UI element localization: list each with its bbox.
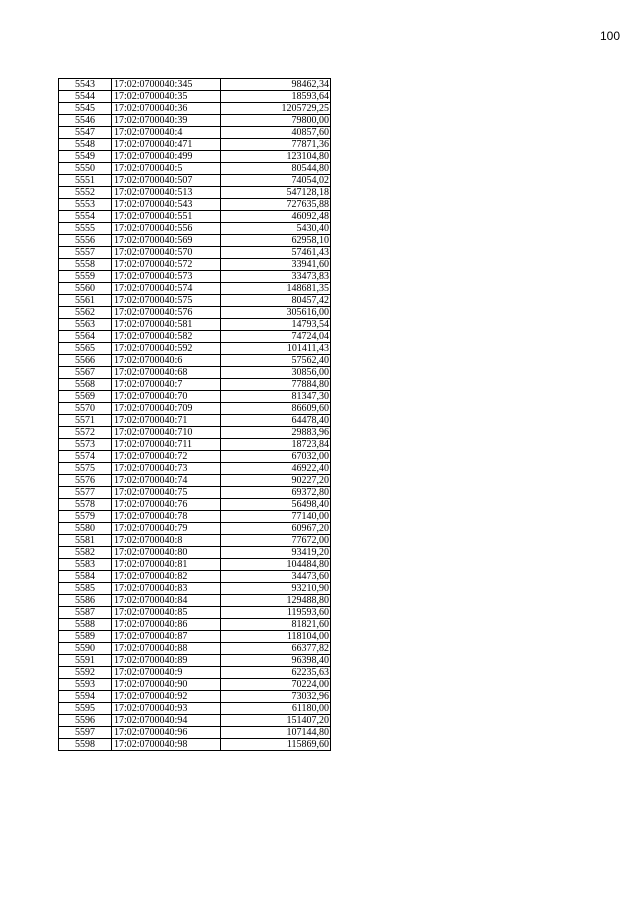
table-row (59, 439, 331, 451)
row-number-cell: 5589 (59, 631, 112, 643)
value-cell: 77140,00 (221, 511, 331, 523)
table-row (59, 703, 331, 715)
row-number-cell: 5595 (59, 703, 112, 715)
table-row (59, 295, 331, 307)
value-cell: 5430,40 (221, 223, 331, 235)
value-cell: 46092,48 (221, 211, 331, 223)
row-number-cell: 5578 (59, 499, 112, 511)
cadastral-number-cell: 17:02:0700040:592 (112, 343, 221, 355)
row-number-cell: 5597 (59, 727, 112, 739)
cadastral-number-cell: 17:02:0700040:35 (112, 91, 221, 103)
table-row (59, 163, 331, 175)
row-number-cell: 5552 (59, 187, 112, 199)
cadastral-number-cell: 17:02:0700040:572 (112, 259, 221, 271)
row-number-cell: 5579 (59, 511, 112, 523)
cadastral-number-cell: 17:02:0700040:78 (112, 511, 221, 523)
table-row (59, 535, 331, 547)
table-row (59, 91, 331, 103)
value-cell: 74724,04 (221, 331, 331, 343)
value-cell: 33473,83 (221, 271, 331, 283)
cadastral-number-cell: 17:02:0700040:88 (112, 643, 221, 655)
table-body (59, 79, 331, 751)
cadastral-number-cell: 17:02:0700040:73 (112, 463, 221, 475)
table-row (59, 499, 331, 511)
row-number-cell: 5583 (59, 559, 112, 571)
cadastral-number-cell: 17:02:0700040:87 (112, 631, 221, 643)
table-row (59, 619, 331, 631)
table-row (59, 727, 331, 739)
row-number-cell: 5592 (59, 667, 112, 679)
row-number-cell: 5565 (59, 343, 112, 355)
row-number-cell: 5554 (59, 211, 112, 223)
value-cell: 57562,40 (221, 355, 331, 367)
cadastral-number-cell: 17:02:0700040:543 (112, 199, 221, 211)
cadastral-number-cell: 17:02:0700040:68 (112, 367, 221, 379)
value-cell: 727635,88 (221, 199, 331, 211)
row-number-cell: 5551 (59, 175, 112, 187)
table-row (59, 427, 331, 439)
cadastral-number-cell: 17:02:0700040:574 (112, 283, 221, 295)
table-row (59, 559, 331, 571)
value-cell: 77672,00 (221, 535, 331, 547)
row-number-cell: 5553 (59, 199, 112, 211)
value-cell: 305616,00 (221, 307, 331, 319)
cadastral-number-cell: 17:02:0700040:570 (112, 247, 221, 259)
value-cell: 67032,00 (221, 451, 331, 463)
table-row (59, 463, 331, 475)
table-row (59, 271, 331, 283)
table-row (59, 547, 331, 559)
row-number-cell: 5546 (59, 115, 112, 127)
cadastral-number-cell: 17:02:0700040:80 (112, 547, 221, 559)
value-cell: 81821,60 (221, 619, 331, 631)
cadastral-number-cell: 17:02:0700040:513 (112, 187, 221, 199)
table-row (59, 451, 331, 463)
table-row (59, 127, 331, 139)
row-number-cell: 5584 (59, 571, 112, 583)
cadastral-number-cell: 17:02:0700040:581 (112, 319, 221, 331)
value-cell: 148681,35 (221, 283, 331, 295)
cadastral-number-cell: 17:02:0700040:89 (112, 655, 221, 667)
table-row (59, 115, 331, 127)
value-cell: 57461,43 (221, 247, 331, 259)
row-number-cell: 5547 (59, 127, 112, 139)
value-cell: 115869,60 (221, 739, 331, 751)
row-number-cell: 5545 (59, 103, 112, 115)
row-number-cell: 5574 (59, 451, 112, 463)
cadastral-number-cell: 17:02:0700040:74 (112, 475, 221, 487)
row-number-cell: 5593 (59, 679, 112, 691)
table-row (59, 595, 331, 607)
row-number-cell: 5566 (59, 355, 112, 367)
table-row (59, 331, 331, 343)
value-cell: 56498,40 (221, 499, 331, 511)
row-number-cell: 5576 (59, 475, 112, 487)
table-row (59, 475, 331, 487)
value-cell: 29883,96 (221, 427, 331, 439)
value-cell: 34473,60 (221, 571, 331, 583)
cadastral-number-cell: 17:02:0700040:573 (112, 271, 221, 283)
cadastral-number-cell: 17:02:0700040:710 (112, 427, 221, 439)
cadastral-number-cell: 17:02:0700040:507 (112, 175, 221, 187)
row-number-cell: 5564 (59, 331, 112, 343)
cadastral-number-cell: 17:02:0700040:569 (112, 235, 221, 247)
table-row (59, 667, 331, 679)
cadastral-number-cell: 17:02:0700040:471 (112, 139, 221, 151)
row-number-cell: 5585 (59, 583, 112, 595)
table-row (59, 655, 331, 667)
cadastral-number-cell: 17:02:0700040:92 (112, 691, 221, 703)
table-row (59, 283, 331, 295)
table-row (59, 487, 331, 499)
cadastral-number-cell: 17:02:0700040:709 (112, 403, 221, 415)
cadastral-number-cell: 17:02:0700040:90 (112, 679, 221, 691)
table-row (59, 571, 331, 583)
table-row (59, 259, 331, 271)
value-cell: 98462,34 (221, 79, 331, 91)
value-cell: 123104,80 (221, 151, 331, 163)
value-cell: 73032,96 (221, 691, 331, 703)
value-cell: 81347,30 (221, 391, 331, 403)
value-cell: 18593,64 (221, 91, 331, 103)
row-number-cell: 5596 (59, 715, 112, 727)
row-number-cell: 5575 (59, 463, 112, 475)
cadastral-number-cell: 17:02:0700040:499 (112, 151, 221, 163)
value-cell: 107144,80 (221, 727, 331, 739)
cadastral-number-cell: 17:02:0700040:582 (112, 331, 221, 343)
value-cell: 80544,80 (221, 163, 331, 175)
value-cell: 62235,63 (221, 667, 331, 679)
row-number-cell: 5570 (59, 403, 112, 415)
value-cell: 62958,10 (221, 235, 331, 247)
table-row (59, 379, 331, 391)
value-cell: 74054,02 (221, 175, 331, 187)
cadastral-number-cell: 17:02:0700040:39 (112, 115, 221, 127)
table-row (59, 199, 331, 211)
cadastral-number-cell: 17:02:0700040:84 (112, 595, 221, 607)
cadastral-number-cell: 17:02:0700040:345 (112, 79, 221, 91)
cadastral-number-cell: 17:02:0700040:5 (112, 163, 221, 175)
table-row (59, 175, 331, 187)
cadastral-number-cell: 17:02:0700040:7 (112, 379, 221, 391)
table-row (59, 223, 331, 235)
table-row (59, 415, 331, 427)
cadastral-number-cell: 17:02:0700040:93 (112, 703, 221, 715)
value-cell: 118104,00 (221, 631, 331, 643)
table-row (59, 103, 331, 115)
cadastral-number-cell: 17:02:0700040:72 (112, 451, 221, 463)
row-number-cell: 5571 (59, 415, 112, 427)
cadastral-number-cell: 17:02:0700040:36 (112, 103, 221, 115)
value-cell: 129488,80 (221, 595, 331, 607)
cadastral-number-cell: 17:02:0700040:76 (112, 499, 221, 511)
value-cell: 151407,20 (221, 715, 331, 727)
row-number-cell: 5543 (59, 79, 112, 91)
row-number-cell: 5561 (59, 295, 112, 307)
row-number-cell: 5588 (59, 619, 112, 631)
value-cell: 40857,60 (221, 127, 331, 139)
cadastral-number-cell: 17:02:0700040:86 (112, 619, 221, 631)
table-row (59, 247, 331, 259)
table-row (59, 583, 331, 595)
row-number-cell: 5594 (59, 691, 112, 703)
table-row (59, 391, 331, 403)
table-row (59, 367, 331, 379)
value-cell: 61180,00 (221, 703, 331, 715)
table-row (59, 739, 331, 751)
row-number-cell: 5559 (59, 271, 112, 283)
table-row (59, 343, 331, 355)
row-number-cell: 5550 (59, 163, 112, 175)
row-number-cell: 5590 (59, 643, 112, 655)
cadastral-number-cell: 17:02:0700040:71 (112, 415, 221, 427)
value-cell: 101411,43 (221, 343, 331, 355)
row-number-cell: 5557 (59, 247, 112, 259)
value-cell: 14793,54 (221, 319, 331, 331)
value-cell: 93419,20 (221, 547, 331, 559)
cadastral-number-cell: 17:02:0700040:70 (112, 391, 221, 403)
cadastral-number-cell: 17:02:0700040:576 (112, 307, 221, 319)
cadastral-number-cell: 17:02:0700040:94 (112, 715, 221, 727)
value-cell: 79800,00 (221, 115, 331, 127)
row-number-cell: 5568 (59, 379, 112, 391)
cadastral-number-cell: 17:02:0700040:575 (112, 295, 221, 307)
value-cell: 119593,60 (221, 607, 331, 619)
value-cell: 66377,82 (221, 643, 331, 655)
value-cell: 93210,90 (221, 583, 331, 595)
cadastral-number-cell: 17:02:0700040:4 (112, 127, 221, 139)
table-row (59, 139, 331, 151)
value-cell: 80457,42 (221, 295, 331, 307)
value-cell: 18723,84 (221, 439, 331, 451)
value-cell: 104484,80 (221, 559, 331, 571)
row-number-cell: 5586 (59, 595, 112, 607)
cadastral-number-cell: 17:02:0700040:9 (112, 667, 221, 679)
cadastral-number-cell: 17:02:0700040:98 (112, 739, 221, 751)
table-row (59, 715, 331, 727)
value-cell: 1205729,25 (221, 103, 331, 115)
cadastral-number-cell: 17:02:0700040:75 (112, 487, 221, 499)
value-cell: 60967,20 (221, 523, 331, 535)
row-number-cell: 5558 (59, 259, 112, 271)
table-row (59, 235, 331, 247)
row-number-cell: 5544 (59, 91, 112, 103)
row-number-cell: 5563 (59, 319, 112, 331)
cadastral-number-cell: 17:02:0700040:556 (112, 223, 221, 235)
cadastral-number-cell: 17:02:0700040:551 (112, 211, 221, 223)
row-number-cell: 5567 (59, 367, 112, 379)
row-number-cell: 5572 (59, 427, 112, 439)
row-number-cell: 5598 (59, 739, 112, 751)
table-row (59, 523, 331, 535)
row-number-cell: 5549 (59, 151, 112, 163)
table-row (59, 403, 331, 415)
table-row (59, 679, 331, 691)
table-row (59, 631, 331, 643)
cadastral-number-cell: 17:02:0700040:82 (112, 571, 221, 583)
row-number-cell: 5582 (59, 547, 112, 559)
row-number-cell: 5569 (59, 391, 112, 403)
value-cell: 77884,80 (221, 379, 331, 391)
row-number-cell: 5573 (59, 439, 112, 451)
table-row (59, 643, 331, 655)
cadastral-number-cell: 17:02:0700040:711 (112, 439, 221, 451)
table-row (59, 79, 331, 91)
table-row (59, 187, 331, 199)
value-cell: 33941,60 (221, 259, 331, 271)
table-row (59, 211, 331, 223)
row-number-cell: 5548 (59, 139, 112, 151)
page-number: 100 (599, 29, 620, 43)
cadastral-number-cell: 17:02:0700040:6 (112, 355, 221, 367)
value-cell: 46922,40 (221, 463, 331, 475)
row-number-cell: 5577 (59, 487, 112, 499)
table-row (59, 151, 331, 163)
value-cell: 30856,00 (221, 367, 331, 379)
row-number-cell: 5580 (59, 523, 112, 535)
table-row (59, 607, 331, 619)
value-cell: 86609,60 (221, 403, 331, 415)
table-row (59, 691, 331, 703)
table-row (59, 307, 331, 319)
row-number-cell: 5591 (59, 655, 112, 667)
value-cell: 90227,20 (221, 475, 331, 487)
row-number-cell: 5556 (59, 235, 112, 247)
value-cell: 64478,40 (221, 415, 331, 427)
cadastral-number-cell: 17:02:0700040:79 (112, 523, 221, 535)
row-number-cell: 5587 (59, 607, 112, 619)
cadastral-value-table (58, 78, 331, 751)
value-cell: 70224,00 (221, 679, 331, 691)
cadastral-number-cell: 17:02:0700040:81 (112, 559, 221, 571)
table-row (59, 511, 331, 523)
table-row (59, 319, 331, 331)
value-cell: 547128,18 (221, 187, 331, 199)
table-row (59, 355, 331, 367)
value-cell: 69372,80 (221, 487, 331, 499)
row-number-cell: 5555 (59, 223, 112, 235)
cadastral-number-cell: 17:02:0700040:96 (112, 727, 221, 739)
value-cell: 96398,40 (221, 655, 331, 667)
row-number-cell: 5562 (59, 307, 112, 319)
cadastral-number-cell: 17:02:0700040:83 (112, 583, 221, 595)
cadastral-number-cell: 17:02:0700040:85 (112, 607, 221, 619)
row-number-cell: 5560 (59, 283, 112, 295)
cadastral-number-cell: 17:02:0700040:8 (112, 535, 221, 547)
value-cell: 77871,36 (221, 139, 331, 151)
row-number-cell: 5581 (59, 535, 112, 547)
